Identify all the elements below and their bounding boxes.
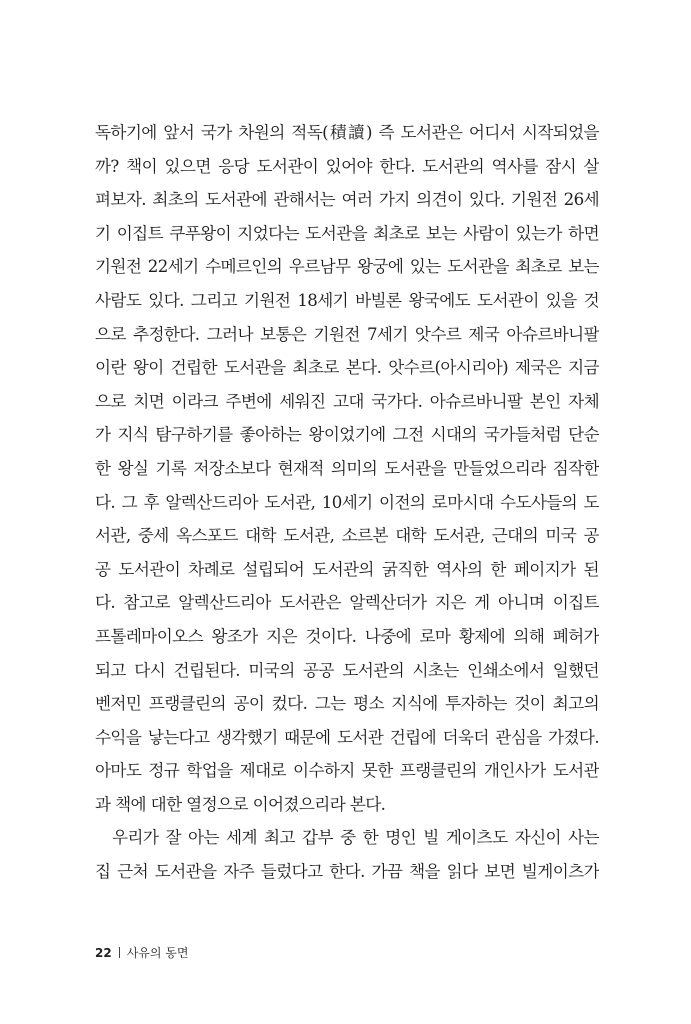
text-line: 한 왕실 기록 저장소보다 현재적 의미의 도서관을 만들었으리라 짐작한	[95, 458, 599, 478]
text-line: 서관, 중세 옥스포드 대학 도서관, 소르본 대학 도서관, 근대의 미국 공	[95, 526, 599, 546]
text-line: 과 책에 대한 열정으로 이어졌으리라 본다.	[95, 794, 386, 814]
text-line: 벤저민 프랭클린의 공이 컸다. 그는 평소 지식에 투자하는 것이 최고의	[95, 694, 599, 714]
text-line: 다. 참고로 알렉산드리아 도서관은 알렉산더가 지은 게 아니며 이집트	[95, 593, 599, 613]
text-line: 집 근처 도서관을 자주 들렀다고 한다. 가끔 책을 읽다 보면 빌게이츠가	[95, 862, 599, 882]
text-line: 사람도 있다. 그리고 기원전 18세기 바빌론 왕국에도 도서관이 있을 것	[95, 290, 599, 310]
text-line: 가 지식 탐구하기를 좋아하는 왕이었기에 그전 시대의 국가들처럼 단순	[95, 425, 599, 445]
footer-divider	[119, 947, 120, 958]
text-line: 까? 책이 있으면 응당 도서관이 있어야 한다. 도서관의 역사를 잠시 살	[95, 156, 599, 176]
text-line: 되고 다시 건립된다. 미국의 공공 도서관의 시초는 인쇄소에서 일했던	[95, 660, 599, 680]
text-line: 수익을 낳는다고 생각했기 때문에 도서관 건립에 더욱더 관심을 가졌다.	[95, 727, 599, 747]
text-line: 프톨레마이오스 왕조가 지은 것이다. 나중에 로마 황제에 의해 폐허가	[95, 626, 599, 646]
page-number: 22	[95, 945, 112, 960]
text-line: 독하기에 앞서 국가 차원의 적독(積讀) 즉 도서관은 어디서 시작되었을	[95, 123, 599, 142]
page-footer	[95, 944, 188, 961]
text-line: 공 도서관이 차례로 설립되어 도서관의 굵직한 역사의 한 페이지가 된	[95, 559, 599, 579]
text-line: 으로 추정한다. 그러나 보통은 기원전 7세기 앗수르 제국 아슈르바니팔	[95, 324, 599, 344]
text-line: 이란 왕이 건립한 도서관을 최초로 본다. 앗수르(아시리아) 제국은 지금	[95, 358, 599, 378]
text-line: 아마도 정규 학업을 제대로 이수하지 못한 프랭클린의 개인사가 도서관	[95, 761, 599, 781]
running-title: 사유의 동면	[126, 946, 189, 960]
text-line: 다. 그 후 알렉산드리아 도서관, 10세기 이전의 로마시대 수도사들의 도	[95, 492, 599, 512]
body-text	[95, 116, 599, 889]
text-line: 으로 치면 이라크 주변에 세워진 고대 국가다. 아슈르바니팔 본인 자체	[95, 391, 599, 411]
text-line: 우리가 잘 아는 세계 최고 갑부 중 한 명인 빌 게이츠도 자신이 사는	[112, 828, 599, 848]
text-line: 기 이집트 쿠푸왕이 지었다는 도서관을 최초로 보는 사람이 있는가 하면	[95, 223, 599, 243]
text-line: 기원전 22세기 수메르인의 우르남무 왕궁에 있는 도서관을 최초로 보는	[95, 257, 599, 277]
text-line: 펴보자. 최초의 도서관에 관해서는 여러 가지 의견이 있다. 기원전 26세	[95, 190, 599, 210]
